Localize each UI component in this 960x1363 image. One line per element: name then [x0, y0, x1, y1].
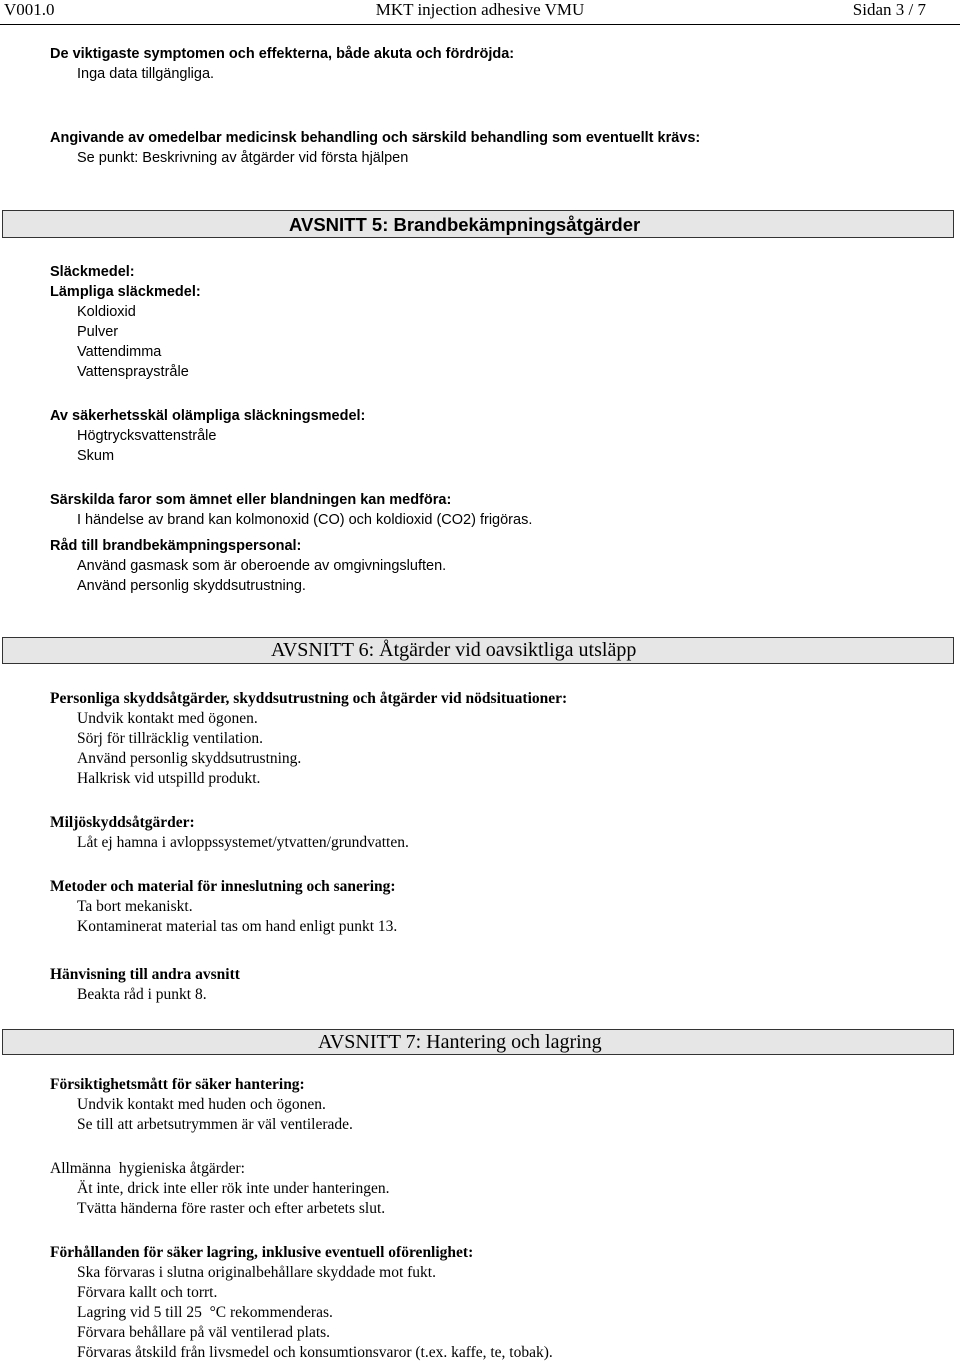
safe-storage-item: Ska förvaras i slutna originalbehållare skyddade mot fukt. [77, 1264, 436, 1281]
version-label: V001.0 [4, 0, 55, 19]
special-hazards-label: Särskilda faror som ämnet eller blandningen kan medföra: [50, 492, 452, 508]
containment-methods-block [50, 877, 397, 937]
section6-title: AVSNITT 6: Åtgärder vid oavsiktliga utsläpp [271, 639, 637, 661]
section5-title: AVSNITT 5: Brandbekämpningsåtgärder [289, 214, 641, 235]
extinguishing-media-block [50, 262, 201, 382]
section-reference-block [50, 965, 240, 1005]
containment-methods-label: Metoder och material för inneslutning och sanering: [50, 878, 396, 895]
treatment-value: Se punkt: Beskrivning av åtgärder vid första hjälpen [77, 150, 409, 166]
symptoms-label: De viktigaste symptomen och effekterna, både akuta och fördröjda: [50, 46, 515, 62]
firefighter-advice-block [50, 536, 446, 596]
safe-storage-block [50, 1243, 553, 1363]
special-hazards-block [50, 490, 532, 530]
hygiene-measures-item: Tvätta händerna före raster och efter arbetets slut. [77, 1200, 386, 1217]
safe-storage-item: Förvaras åtskild från livsmedel och konsumtionsvaror (t.ex. kaffe, te, tobak). [77, 1344, 553, 1361]
suitable-media-item: Vattendimma [77, 344, 162, 360]
treatment-label: Angivande av omedelbar medicinsk behandling och särskild behandling som eventuellt krävs: [50, 130, 701, 146]
suitable-media-item: Vattenspraystråle [77, 364, 189, 380]
personal-precautions-item: Undvik kontakt med ögonen. [77, 710, 258, 727]
extinguishing-media-label: Släckmedel: [50, 264, 135, 280]
firefighter-advice-label: Råd till brandbekämpningspersonal: [50, 538, 302, 554]
hygiene-measures-label: Allmänna hygieniska åtgärder: [50, 1160, 245, 1177]
treatment-block [50, 128, 700, 168]
safe-storage-label: Förhållanden för säker lagring, inklusive eventuell oförenlighet: [50, 1244, 474, 1261]
suitable-media-item: Pulver [77, 324, 119, 340]
safe-handling-item: Se till att arbetsutrymmen är väl ventilerade. [77, 1116, 353, 1133]
symptoms-block [50, 44, 514, 84]
unsuitable-media-block [50, 406, 365, 466]
page-number: Sidan 3 / 7 [852, 0, 926, 19]
safe-handling-block [50, 1075, 353, 1135]
firefighter-advice-item: Använd gasmask som är oberoende av omgivningsluften. [77, 558, 447, 574]
personal-precautions-item: Halkrisk vid utspilld produkt. [77, 770, 261, 787]
safe-storage-item: Lagring vid 5 till 25 °C rekommenderas. [77, 1304, 333, 1321]
personal-precautions-item: Använd personlig skyddsutrustning. [77, 750, 302, 767]
header-divider [0, 24, 960, 25]
safe-handling-item: Undvik kontakt med huden och ögonen. [77, 1096, 326, 1113]
special-hazards-value: I händelse av brand kan kolmonoxid (CO) och koldioxid (CO2) frigöras. [77, 512, 533, 528]
section-reference-label: Hänvisning till andra avsnitt [50, 966, 240, 983]
safe-storage-item: Förvara kallt och torrt. [77, 1284, 218, 1301]
containment-methods-item: Kontaminerat material tas om hand enligt punkt 13. [77, 918, 398, 935]
section-reference-value: Beakta råd i punkt 8. [77, 986, 207, 1003]
unsuitable-media-label: Av säkerhetsskäl olämpliga släckningsmedel: [50, 408, 366, 424]
unsuitable-media-item: Skum [77, 448, 115, 464]
safe-storage-item: Förvara behållare på väl ventilerad plats. [77, 1324, 331, 1341]
firefighter-advice-item: Använd personlig skyddsutrustning. [77, 578, 306, 594]
environmental-precautions-label: Miljöskyddsåtgärder: [50, 814, 195, 831]
symptoms-value: Inga data tillgängliga. [77, 66, 215, 82]
environmental-precautions-block [50, 813, 409, 853]
containment-methods-item: Ta bort mekaniskt. [77, 898, 193, 915]
page-header [0, 0, 960, 20]
environmental-precautions-value: Låt ej hamna i avloppssystemet/ytvatten/grundvatten. [77, 834, 409, 851]
personal-precautions-label: Personliga skyddsåtgärder, skyddsutrustning och åtgärder vid nödsituationer: [50, 690, 568, 707]
hygiene-measures-block [50, 1159, 389, 1219]
section7-title: AVSNITT 7: Hantering och lagring [318, 1031, 602, 1053]
product-name: MKT injection adhesive VMU [375, 0, 585, 19]
suitable-media-item: Koldioxid [77, 304, 136, 320]
personal-precautions-block [50, 689, 567, 789]
safe-handling-label: Försiktighetsmått för säker hantering: [50, 1076, 305, 1093]
hygiene-measures-item: Ät inte, drick inte eller rök inte under hanteringen. [77, 1180, 390, 1197]
suitable-media-label: Lämpliga släckmedel: [50, 284, 201, 300]
personal-precautions-item: Sörj för tillräcklig ventilation. [77, 730, 263, 747]
unsuitable-media-item: Högtrycksvattenstråle [77, 428, 217, 444]
